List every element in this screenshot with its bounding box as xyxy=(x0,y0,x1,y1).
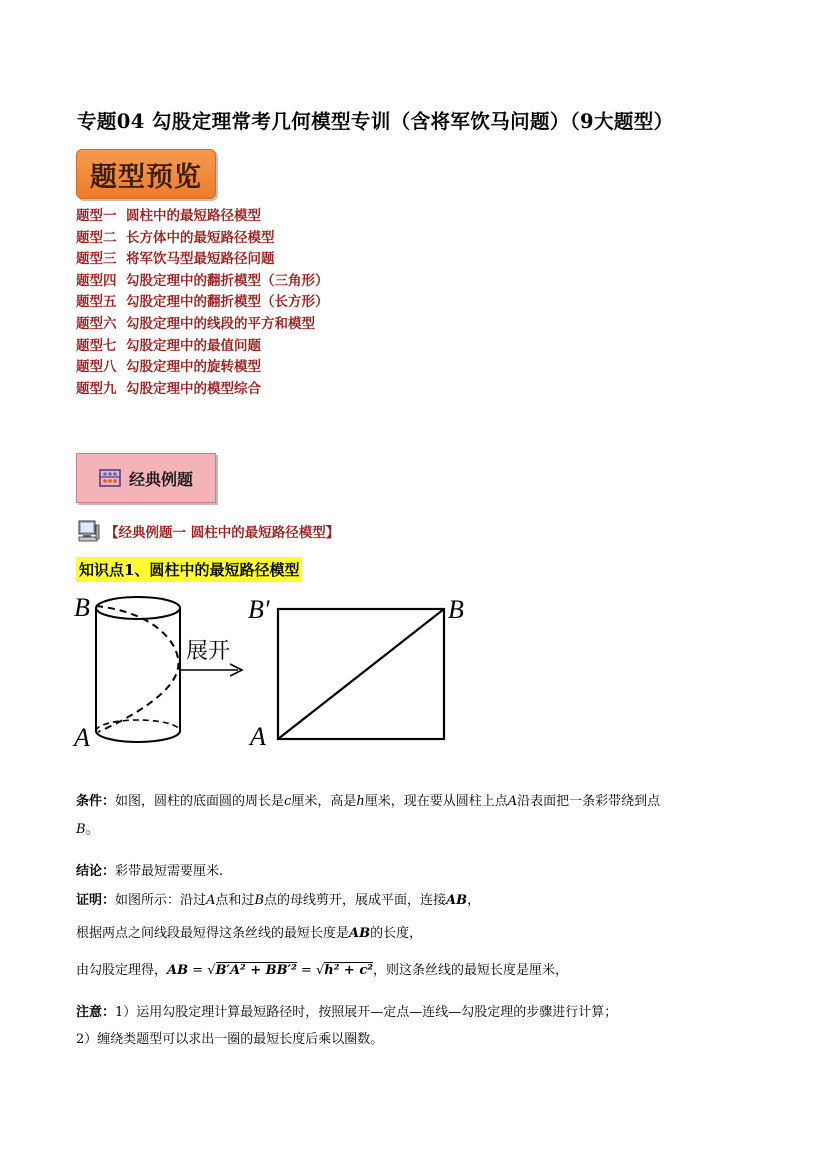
text: 如图，圆柱的底面圆的周长是 xyxy=(115,794,285,809)
helix-path xyxy=(96,606,178,732)
topic-number: 题型二 xyxy=(76,229,117,246)
topic-item[interactable] xyxy=(76,314,329,336)
shortest-segment-paragraph xyxy=(76,920,756,948)
condition-paragraph xyxy=(76,788,756,844)
label-a: A xyxy=(74,723,90,752)
var-a: A xyxy=(507,794,518,809)
topic-item[interactable] xyxy=(76,336,329,358)
var-a: A xyxy=(206,893,216,908)
cylinder-bottom-front xyxy=(96,731,180,742)
text: 由勾股定理得， xyxy=(76,963,168,978)
condition-label: 条件： xyxy=(76,794,116,809)
topic-item[interactable] xyxy=(76,357,329,379)
computer-icon xyxy=(77,519,101,543)
text: ， xyxy=(467,893,481,908)
formula-radical-1: B′A² + BB′² xyxy=(215,963,297,978)
topic-text: 勾股定理中的最值问题 xyxy=(126,337,261,354)
text: 点的母线剪开，展成平面，连接 xyxy=(264,893,447,908)
topic-text: 勾股定理中的翻折模型（长方形） xyxy=(126,294,329,311)
topic-item[interactable] xyxy=(76,271,329,293)
topic-number: 题型八 xyxy=(76,359,117,376)
label-b2: B xyxy=(448,595,464,624)
cylinder-bottom-back xyxy=(96,720,180,731)
text: ，则这条丝线的最短长度是厘米， xyxy=(372,963,568,978)
note-item-1 xyxy=(76,1001,617,1020)
label-a2: A xyxy=(250,722,266,751)
topic-text: 勾股定理中的旋转模型 xyxy=(126,359,261,376)
topic-item[interactable] xyxy=(76,292,329,314)
var-ab: AB xyxy=(446,893,468,908)
var-b: B xyxy=(76,822,86,837)
topic-text: 圆柱中的最短路径模型 xyxy=(126,208,261,224)
topic-text: 勾股定理中的翻折模型（三角形） xyxy=(126,272,329,289)
unfold-label: 展开 xyxy=(186,639,231,664)
conclusion-text: 彩带最短需要厘米. xyxy=(115,864,224,879)
topic-list xyxy=(76,206,329,400)
page-title: 专题04 勾股定理常考几何模型专训（含将军饮马问题）（9大题型） xyxy=(77,110,674,133)
abacus-icon xyxy=(99,469,121,487)
topic-number: 题型四 xyxy=(76,272,117,289)
knowledge-point-title: 知识点1、圆柱中的最短路径模型 xyxy=(76,557,302,582)
proof-label: 证明： xyxy=(76,893,116,908)
topic-number: 题型一 xyxy=(76,208,117,224)
text: 根据两点之间线段最短得这条丝线的最短长度是 xyxy=(76,926,350,941)
text: 。 xyxy=(85,822,99,837)
diagonal-ab xyxy=(278,609,444,739)
text: 厘米，现在要从圆柱上点 xyxy=(364,794,508,809)
var-b: B xyxy=(254,893,264,908)
section-heading-text: 【经典例题一 圆柱中的最短路径模型】 xyxy=(105,525,340,541)
note-label: 注意： xyxy=(76,1005,116,1020)
topic-text: 勾股定理中的模型综合 xyxy=(126,380,261,397)
topic-number: 题型六 xyxy=(76,315,117,332)
topic-item[interactable] xyxy=(76,228,329,250)
formula-radical-2: h² + c² xyxy=(324,963,373,978)
note-item-2: 2）缠绕类题型可以求出一圈的最短长度后乘以圈数。 xyxy=(76,1032,384,1047)
topic-text: 勾股定理中的线段的平方和模型 xyxy=(126,315,315,332)
example-badge-label: 经典例题 xyxy=(128,469,193,489)
preview-badge xyxy=(76,149,216,199)
var-c: c xyxy=(284,794,292,809)
section-heading xyxy=(77,519,339,543)
topic-number: 题型五 xyxy=(76,294,117,311)
label-b: B xyxy=(74,593,90,622)
conclusion-label: 结论： xyxy=(76,864,116,879)
var-ab: AB xyxy=(349,926,371,941)
note-text-1: 1）运用勾股定理计算最短路径时，按照展开—定点—连线—勾股定理的步骤进行计算； xyxy=(115,1005,618,1020)
example-badge xyxy=(76,453,216,503)
pythagoras-paragraph: 由勾股定理得，AB = √B′A² + BB′² = √h² + c²，则这条丝线的最短长度是厘米， xyxy=(76,963,568,978)
topic-number: 题型九 xyxy=(76,380,117,397)
text: 厘米，高是 xyxy=(291,794,357,809)
preview-badge-label: 题型预览 xyxy=(90,161,202,193)
topic-item[interactable] xyxy=(76,249,329,271)
text: 的长度， xyxy=(370,926,423,941)
topic-number: 题型七 xyxy=(76,337,117,354)
text: 沿表面把一条彩带绕到点 xyxy=(517,794,661,809)
cylinder-unfold-figure xyxy=(70,588,490,758)
text: 如图所示：沿过 xyxy=(115,893,207,908)
proof-paragraph xyxy=(76,887,756,915)
topic-text: 长方体中的最短路径模型 xyxy=(126,229,275,246)
topic-item[interactable] xyxy=(76,206,329,228)
topic-number: 题型三 xyxy=(76,251,117,268)
label-b-prime: B′ xyxy=(248,595,270,624)
text: 点和过 xyxy=(215,893,255,908)
var-h: h xyxy=(356,794,365,809)
topic-text: 将军饮马型最短路径问题 xyxy=(126,251,275,268)
conclusion-paragraph xyxy=(76,858,756,886)
formula-lhs: AB xyxy=(167,963,189,978)
topic-item[interactable] xyxy=(76,379,329,401)
